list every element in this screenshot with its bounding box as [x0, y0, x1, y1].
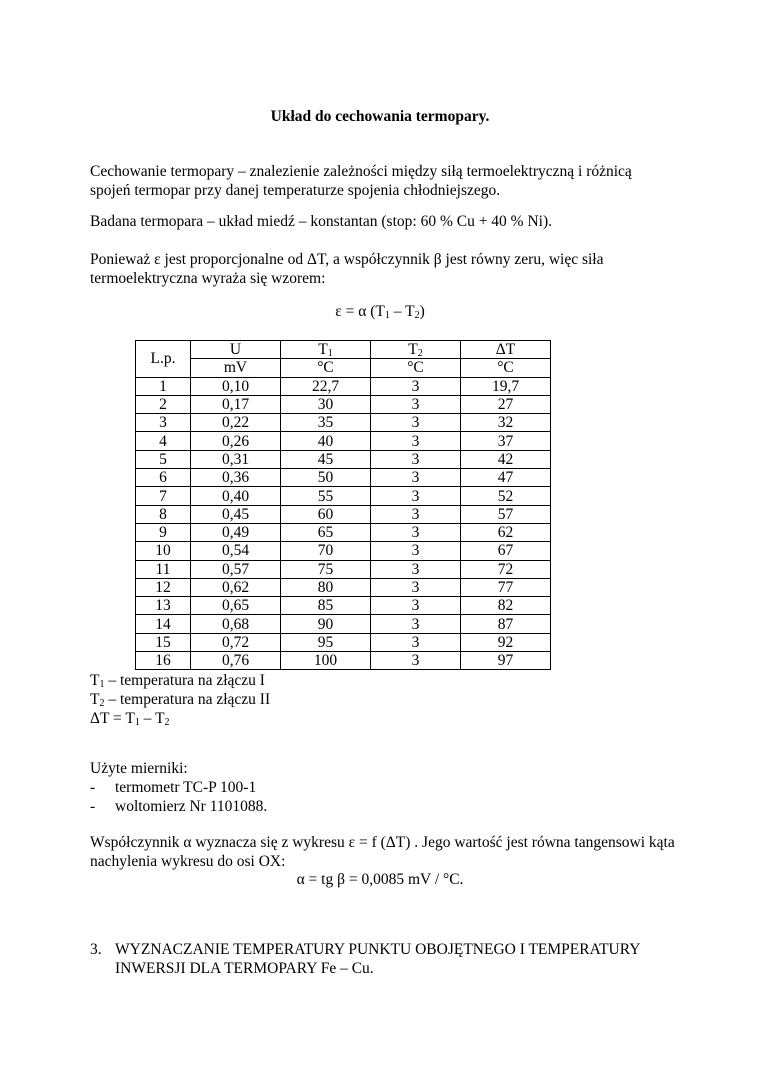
table-cell: 3	[371, 597, 461, 615]
table-row	[136, 395, 551, 413]
table-cell: 19,7	[461, 377, 551, 395]
table-cell: 30	[281, 395, 371, 413]
table-cell: 6	[136, 469, 191, 487]
table-cell: 37	[461, 432, 551, 450]
table-cell: 15	[136, 633, 191, 651]
table-row	[136, 487, 551, 505]
table-cell: 9	[136, 523, 191, 541]
unit-t1: °C	[281, 359, 371, 377]
legend-t2: $T_2$ – temperatura na złączu II	[90, 691, 271, 709]
calibration-table	[135, 340, 551, 670]
table-row	[136, 523, 551, 541]
table-cell: 3	[371, 487, 461, 505]
table-cell: 70	[281, 542, 371, 560]
table-cell: 0,36	[191, 469, 281, 487]
table-row	[136, 560, 551, 578]
list-bullet: -	[90, 779, 96, 796]
table-cell: 1	[136, 377, 191, 395]
table-cell: 3	[371, 578, 461, 596]
coefficient-result: α = tg β = 0,0085 mV / °C.	[296, 871, 464, 888]
header-lp: L.p.	[136, 341, 191, 378]
header-t2: $T_2$	[371, 341, 461, 359]
table-cell: 87	[461, 615, 551, 633]
table-cell: 40	[281, 432, 371, 450]
table-cell: 47	[461, 469, 551, 487]
table-row	[136, 505, 551, 523]
table-cell: 62	[461, 523, 551, 541]
table-cell: 0,57	[191, 560, 281, 578]
table-cell: 14	[136, 615, 191, 633]
table-row	[136, 652, 551, 670]
formula-intro-line-2: termoelektryczna wyraża się wzorem:	[90, 270, 326, 287]
list-item-text: termometr TC-P 100-1	[115, 779, 257, 796]
table-cell: 0,45	[191, 505, 281, 523]
table-cell: 3	[371, 395, 461, 413]
table-cell: 0,17	[191, 395, 281, 413]
table-cell: 80	[281, 578, 371, 596]
header-t1: $T_1$	[281, 341, 371, 359]
table-cell: 11	[136, 560, 191, 578]
table-cell: 12	[136, 578, 191, 596]
table-cell: 50	[281, 469, 371, 487]
meters-list	[90, 759, 267, 816]
list-item-text: woltomierz Nr 1101088.	[115, 798, 268, 815]
table-cell: 32	[461, 414, 551, 432]
header-u: U	[191, 341, 281, 359]
table-cell: 0,31	[191, 450, 281, 468]
table-cell: 22,7	[281, 377, 371, 395]
table-cell: 3	[371, 615, 461, 633]
table-row	[136, 432, 551, 450]
table-cell: 5	[136, 450, 191, 468]
table-cell: 75	[281, 560, 371, 578]
table-cell: 0,49	[191, 523, 281, 541]
section-3-line-2: INWERSJI DLA TERMOPARY Fe – Cu.	[115, 960, 374, 977]
table-cell: 92	[461, 633, 551, 651]
table-body	[136, 377, 551, 670]
section-3-heading	[90, 940, 640, 978]
table-row	[136, 633, 551, 651]
table-cell: 97	[461, 652, 551, 670]
table-cell: 3	[371, 414, 461, 432]
table-cell: 8	[136, 505, 191, 523]
table-cell: 85	[281, 597, 371, 615]
table-cell: 3	[371, 633, 461, 651]
table-cell: 77	[461, 578, 551, 596]
table-header-row	[136, 341, 551, 359]
list-bullet: -	[90, 798, 96, 815]
section-number: 3.	[90, 941, 102, 958]
table-cell: 0,76	[191, 652, 281, 670]
table-cell: 45	[281, 450, 371, 468]
table-cell: 3	[371, 542, 461, 560]
table-cell: 3	[371, 432, 461, 450]
table-row	[136, 578, 551, 596]
table-cell: 0,68	[191, 615, 281, 633]
document-title: Układ do cechowania termopary.	[270, 108, 490, 125]
unit-dt: °C	[461, 359, 551, 377]
definition-line-1: Cechowanie termopary – znalezienie zależności między siłą termoelektryczną i różnicą	[90, 163, 632, 180]
table-cell: 57	[461, 505, 551, 523]
table-row	[136, 469, 551, 487]
definition-line-2: spojeń termopar przy danej temperaturze spojenia chłodniejszego.	[90, 182, 501, 199]
table-cell: 0,54	[191, 542, 281, 560]
table-cell: 0,65	[191, 597, 281, 615]
coefficient-line-1: Współczynnik α wyznacza się z wykresu ε = f (ΔT) . Jego wartość jest równa tangensowi kąta	[90, 834, 675, 851]
table-cell: 60	[281, 505, 371, 523]
formula-intro-line-1: Ponieważ ε jest proporcjonalne od ΔT, a współczynnik β jest równy zeru, więc siła	[90, 251, 604, 268]
formula: ε = α $(T_1 - T_2)$	[335, 303, 425, 321]
table-cell: 100	[281, 652, 371, 670]
table-cell: 35	[281, 414, 371, 432]
table-cell: 27	[461, 395, 551, 413]
unit-u: mV	[191, 359, 281, 377]
table-cell: 55	[281, 487, 371, 505]
table-cell: 3	[136, 414, 191, 432]
table-cell: 42	[461, 450, 551, 468]
table-row	[136, 450, 551, 468]
table-cell: 4	[136, 432, 191, 450]
table-cell: 13	[136, 597, 191, 615]
table-cell: 52	[461, 487, 551, 505]
section-3-line-1: 3. WYZNACZANIE TEMPERATURY PUNKTU OBOJĘTNEGO I TEMPERATURY	[90, 941, 641, 958]
table-cell: 0,22	[191, 414, 281, 432]
table-cell: 82	[461, 597, 551, 615]
table-cell: 7	[136, 487, 191, 505]
table-row	[136, 377, 551, 395]
meters-heading: Użyte mierniki:	[90, 760, 188, 777]
header-dt: ΔT	[461, 341, 551, 359]
formula-intro-paragraph	[90, 250, 603, 288]
unit-t2: °C	[371, 359, 461, 377]
coefficient-line-2: nachylenia wykresu do osi OX:	[90, 853, 286, 870]
table-row	[136, 597, 551, 615]
table-cell: 3	[371, 450, 461, 468]
table-cell: 95	[281, 633, 371, 651]
table-cell: 0,72	[191, 633, 281, 651]
table-cell: 90	[281, 615, 371, 633]
legend	[90, 671, 270, 728]
table-row	[136, 615, 551, 633]
table-row	[136, 414, 551, 432]
table-units-row	[136, 359, 551, 377]
coefficient-paragraph	[90, 833, 675, 871]
table-cell: 2	[136, 395, 191, 413]
table-cell: 10	[136, 542, 191, 560]
table-cell: 3	[371, 652, 461, 670]
table-cell: 72	[461, 560, 551, 578]
table-cell: 3	[371, 505, 461, 523]
table-cell: 67	[461, 542, 551, 560]
table-cell: 0,40	[191, 487, 281, 505]
table-cell: 3	[371, 377, 461, 395]
table-cell: 0,10	[191, 377, 281, 395]
list-item	[90, 797, 267, 816]
table-cell: 3	[371, 469, 461, 487]
table-cell: 16	[136, 652, 191, 670]
table-cell: 3	[371, 560, 461, 578]
table-cell: 65	[281, 523, 371, 541]
table-cell: 0,62	[191, 578, 281, 596]
list-item	[90, 778, 267, 797]
table-cell: 3	[371, 523, 461, 541]
table-cell: 0,26	[191, 432, 281, 450]
table-row	[136, 542, 551, 560]
legend-t1: $T_1$ – temperatura na złączu I	[90, 672, 265, 690]
thermocouple-paragraph: Badana termopara – układ miedź – konstantan (stop: 60 % Cu + 40 % Ni).	[90, 213, 553, 230]
definition-paragraph	[90, 162, 632, 200]
legend-dt: $\Delta T = T_1 - T_2$	[90, 710, 170, 728]
